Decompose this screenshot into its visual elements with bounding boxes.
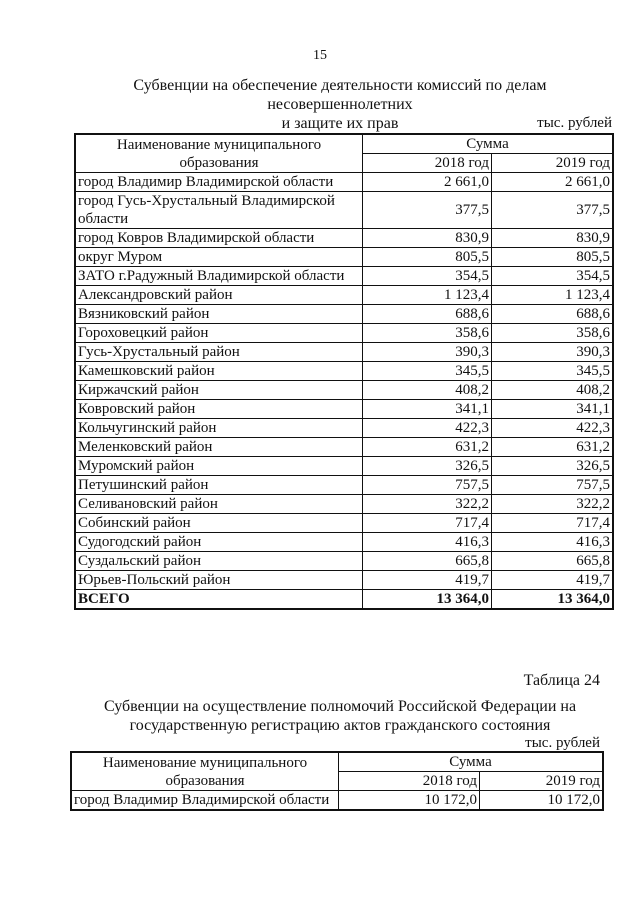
row-name: Муромский район	[75, 457, 363, 476]
row-name: Гороховецкий район	[75, 324, 363, 343]
table-row	[75, 362, 613, 381]
row-value-2018: 665,8	[363, 552, 492, 571]
row-name: город Гусь-Хрустальный Владимирской области	[75, 192, 363, 229]
table-row	[75, 419, 613, 438]
row-value-2019: 2 661,0	[492, 173, 614, 192]
row-value-2018: 757,5	[363, 476, 492, 495]
row-name: Собинский район	[75, 514, 363, 533]
total-2018: 13 364,0	[363, 590, 492, 610]
row-value-2019: 341,1	[492, 400, 614, 419]
row-name: округ Муром	[75, 248, 363, 267]
row-name: Суздальский район	[75, 552, 363, 571]
table-row	[75, 229, 613, 248]
row-name: Судогодский район	[75, 533, 363, 552]
row-value-2019: 830,9	[492, 229, 614, 248]
header-year-2018: 2018 год	[363, 154, 492, 173]
subventions-registration-table	[70, 751, 604, 811]
row-name: Александровский район	[75, 286, 363, 305]
row-value-2018: 408,2	[363, 381, 492, 400]
table-row	[75, 457, 613, 476]
row-value-2018: 805,5	[363, 248, 492, 267]
table-row	[75, 400, 613, 419]
table-row	[75, 476, 613, 495]
row-value-2019: 408,2	[492, 381, 614, 400]
table-row	[75, 267, 613, 286]
row-value-2018: 419,7	[363, 571, 492, 590]
header-name: Наименование муниципального образования	[75, 134, 363, 173]
table-row	[75, 571, 613, 590]
total-row	[75, 590, 613, 610]
table-body	[71, 791, 603, 811]
header-sum: Сумма	[363, 134, 614, 154]
row-value-2018: 830,9	[363, 229, 492, 248]
row-name: Селивановский район	[75, 495, 363, 514]
row-value-2019: 326,5	[492, 457, 614, 476]
header-name: Наименование муниципального образования	[71, 752, 339, 791]
row-value-2018: 322,2	[363, 495, 492, 514]
row-value-2019: 665,8	[492, 552, 614, 571]
row-value-2019: 322,2	[492, 495, 614, 514]
total-label: ВСЕГО	[75, 590, 363, 610]
row-value-2019: 1 123,4	[492, 286, 614, 305]
row-value-2019: 390,3	[492, 343, 614, 362]
table-row	[75, 552, 613, 571]
row-value-2018: 345,5	[363, 362, 492, 381]
row-value-2018: 2 661,0	[363, 173, 492, 192]
row-value-2019: 717,4	[492, 514, 614, 533]
row-value-2019: 377,5	[492, 192, 614, 229]
row-name: Кольчугинский район	[75, 419, 363, 438]
row-name: город Владимир Владимирской области	[71, 791, 339, 811]
section2-title-line1: Субвенции на осуществление полномочий Российской Федерации на	[103, 698, 577, 715]
row-value-2019: 345,5	[492, 362, 614, 381]
row-name: ЗАТО г.Радужный Владимирской области	[75, 267, 363, 286]
row-value-2018: 688,6	[363, 305, 492, 324]
table-row	[75, 248, 613, 267]
subventions-commissions-table	[74, 133, 614, 610]
table-row	[75, 305, 613, 324]
table-body	[75, 173, 613, 590]
page-number: 15	[313, 48, 327, 63]
row-value-2018: 10 172,0	[339, 791, 480, 811]
header-year-2019: 2019 год	[492, 154, 614, 173]
section2-title-line2: государственную регистрацию актов гражданского состояния	[129, 717, 551, 734]
table-row	[75, 286, 613, 305]
row-value-2018: 326,5	[363, 457, 492, 476]
table-row	[75, 343, 613, 362]
row-value-2018: 358,6	[363, 324, 492, 343]
total-2019: 13 364,0	[492, 590, 614, 610]
header-sum: Сумма	[339, 752, 604, 772]
row-value-2018: 354,5	[363, 267, 492, 286]
row-value-2019: 354,5	[492, 267, 614, 286]
table-row	[75, 514, 613, 533]
section1-title-line2: и защите их прав	[281, 115, 399, 132]
row-name: Гусь-Хрустальный район	[75, 343, 363, 362]
header-year-2018: 2018 год	[339, 772, 480, 791]
section1-units: тыс. рублей	[537, 115, 612, 131]
table-row	[75, 324, 613, 343]
row-value-2018: 422,3	[363, 419, 492, 438]
section1-title	[60, 76, 620, 133]
table-label: Таблица 24	[523, 672, 600, 689]
row-value-2018: 341,1	[363, 400, 492, 419]
row-value-2019: 688,6	[492, 305, 614, 324]
row-name: город Ковров Владимирской области	[75, 229, 363, 248]
table-row	[75, 533, 613, 552]
table-row	[71, 791, 603, 811]
row-name: Меленковский район	[75, 438, 363, 457]
row-value-2019: 416,3	[492, 533, 614, 552]
table-header-row	[75, 134, 613, 154]
row-value-2019: 422,3	[492, 419, 614, 438]
row-value-2018: 416,3	[363, 533, 492, 552]
row-name: Вязниковский район	[75, 305, 363, 324]
row-name: Киржачский район	[75, 381, 363, 400]
row-name: Петушинский район	[75, 476, 363, 495]
header-year-2019: 2019 год	[480, 772, 604, 791]
table-header-row	[71, 752, 603, 772]
row-value-2019: 10 172,0	[480, 791, 604, 811]
row-name: город Владимир Владимирской области	[75, 173, 363, 192]
row-value-2018: 1 123,4	[363, 286, 492, 305]
table-row	[75, 173, 613, 192]
row-name: Ковровский район	[75, 400, 363, 419]
row-value-2018: 377,5	[363, 192, 492, 229]
section2-title	[60, 697, 620, 735]
section2-units: тыс. рублей	[525, 735, 600, 751]
row-value-2019: 757,5	[492, 476, 614, 495]
table-row	[75, 192, 613, 229]
row-value-2019: 631,2	[492, 438, 614, 457]
row-name: Юрьев-Польский район	[75, 571, 363, 590]
row-value-2018: 631,2	[363, 438, 492, 457]
row-name: Камешковский район	[75, 362, 363, 381]
table-row	[75, 381, 613, 400]
row-value-2019: 419,7	[492, 571, 614, 590]
table-row	[75, 438, 613, 457]
section1-title-line1: Субвенции на обеспечение деятельности комиссий по делам несовершеннолетних	[133, 77, 547, 113]
row-value-2019: 805,5	[492, 248, 614, 267]
row-value-2019: 358,6	[492, 324, 614, 343]
table-row	[75, 495, 613, 514]
row-value-2018: 390,3	[363, 343, 492, 362]
row-value-2018: 717,4	[363, 514, 492, 533]
